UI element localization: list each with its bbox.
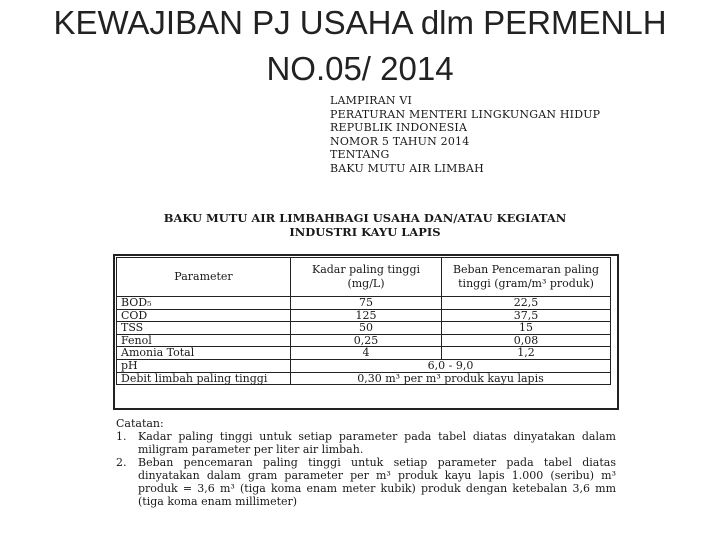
cell-beban: 1,2 [442,347,611,360]
cell-parameter: Amonia Total [117,347,291,360]
table-row [117,322,611,335]
note-text: Beban pencemaran paling tinggi untuk setiap parameter pada tabel diatas dinyatakan dalam gram parameter per m³ produk kayu lapis 1.000 (seribu) m³ produk = 3,6 m³ (tiga koma enam meter kubik) produk dengan ketebalan 3,6 mm (tiga koma enam millimeter) [138,456,616,508]
header-kadar-line-1: Kadar paling tinggi [311,263,420,276]
table-header-row [117,258,611,297]
quality-standard-table [116,257,611,385]
header-line: NOMOR 5 TAHUN 2014 [330,134,470,148]
notes-label: Catatan: [116,417,164,430]
header-line: REPUBLIK INDONESIA [330,121,468,135]
note-item [116,456,616,508]
cell-debit-value: 0,30 m³ per m³ produk kayu lapis [291,372,611,385]
cell-beban: 15 [442,322,611,335]
cell-parameter: TSS [117,322,291,335]
header-beban-line-2: tinggi (gram/m³ produk) [458,277,594,290]
note-item [116,430,616,456]
regulation-header [330,94,600,176]
cell-kadar: 75 [291,297,442,310]
note-number: 1. [116,430,127,443]
cell-ph-value: 6,0 - 9,0 [291,359,611,372]
notes-section [116,417,616,508]
header-line: BAKU MUTU AIR LIMBAH [330,161,484,175]
table-row-ph [117,359,611,372]
header-line: LAMPIRAN VI [330,94,413,107]
cell-kadar: 50 [291,322,442,335]
cell-parameter: COD [117,309,291,322]
table-row [117,297,611,310]
note-number: 2. [116,456,127,469]
cell-kadar: 125 [291,309,442,322]
cell-beban: 22,5 [442,297,611,310]
table-row [117,309,611,322]
table-title-line-1: BAKU MUTU AIR LIMBAHBAGI USAHA DAN/ATAU KEGIATAN [163,211,567,225]
cell-beban: 0,08 [442,334,611,347]
header-kadar-line-2: (mg/L) [347,277,385,290]
header-line: PERATURAN MENTERI LINGKUNGAN HIDUP [330,107,601,121]
cell-beban: 37,5 [442,309,611,322]
header-line: TENTANG [330,148,390,162]
header-kadar [291,258,442,297]
slide-title-line-1: KEWAJIBAN PJ USAHA dlm PERMENLH [53,4,667,41]
cell-parameter: Debit limbah paling tinggi [117,372,291,385]
table-title [110,211,620,239]
header-beban [442,258,611,297]
slide-title-line-2: NO.05/ 2014 [266,50,454,87]
cell-parameter: Fenol [117,334,291,347]
cell-parameter: BOD₅ [117,297,291,310]
table-row [117,347,611,360]
table-row-debit [117,372,611,385]
table-row [117,334,611,347]
slide-title [0,0,720,92]
table-title-line-2: INDUSTRI KAYU LAPIS [289,225,441,239]
cell-parameter: pH [117,359,291,372]
header-parameter: Parameter [117,258,291,297]
note-text: Kadar paling tinggi untuk setiap parameter pada tabel diatas dinyatakan dalam miligram parameter per liter air limbah. [138,430,616,456]
cell-kadar: 0,25 [291,334,442,347]
header-beban-line-1: Beban Pencemaran paling [452,263,600,276]
cell-kadar: 4 [291,347,442,360]
